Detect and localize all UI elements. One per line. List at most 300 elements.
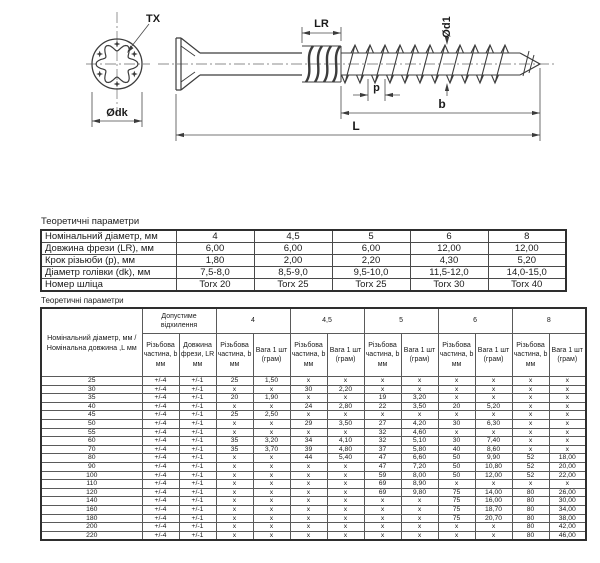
- dim-cell: x: [216, 497, 253, 506]
- dim-cell: x: [290, 411, 327, 420]
- dim-cell: 47: [364, 462, 401, 471]
- spec-value: Torx 20: [176, 279, 254, 292]
- dim-cell: 52: [512, 471, 549, 480]
- spec-value: 2,00: [254, 255, 332, 267]
- dim-cell: 6,60: [401, 454, 438, 463]
- dim-group-diameter: 4,5: [290, 308, 364, 334]
- spec-row: [41, 267, 566, 279]
- dim-cell: x: [290, 514, 327, 523]
- dim-cell: 50: [438, 471, 475, 480]
- dim-cell: +/-4: [142, 462, 179, 471]
- dim-cell: x: [438, 531, 475, 540]
- dim-cell: x: [512, 428, 549, 437]
- dim-cell: x: [290, 505, 327, 514]
- dim-cell: 5,80: [401, 445, 438, 454]
- dim-cell: 80: [512, 514, 549, 523]
- dim-cell: 8,00: [401, 471, 438, 480]
- dim-cell: x: [512, 411, 549, 420]
- dim-cell: +/-1: [179, 523, 216, 532]
- thread-length-label: b: [438, 97, 446, 111]
- dim-cell: x: [438, 394, 475, 403]
- dim-cell: x: [253, 523, 290, 532]
- dim-cell: +/-4: [142, 445, 179, 454]
- dim-cell: 75: [438, 514, 475, 523]
- dim-row-length: 25: [41, 377, 142, 386]
- dim-cell: x: [216, 454, 253, 463]
- dim-cell: 26,00: [549, 488, 586, 497]
- dim-cell: x: [216, 505, 253, 514]
- dim-cell: +/-4: [142, 497, 179, 506]
- dim-row-length: 100: [41, 471, 142, 480]
- dim-row: [41, 523, 586, 532]
- dim-cell: x: [549, 394, 586, 403]
- dim-row-length: 120: [41, 488, 142, 497]
- dim-cell: +/-4: [142, 411, 179, 420]
- dim-cell: x: [401, 411, 438, 420]
- dim-cell: x: [290, 377, 327, 386]
- dim-cell: x: [327, 497, 364, 506]
- dim-cell: 44: [290, 454, 327, 463]
- dim-cell: x: [549, 437, 586, 446]
- dk-label: Ødk: [106, 107, 128, 119]
- dim-row: [41, 394, 586, 403]
- dim-cell: 30,00: [549, 497, 586, 506]
- dim-cell: x: [216, 523, 253, 532]
- dim-cell: x: [216, 402, 253, 411]
- dim-cell: +/-1: [179, 419, 216, 428]
- dim-cell: +/-4: [142, 480, 179, 489]
- spec-row-label: Номер шліца: [41, 279, 176, 292]
- dim-row: [41, 505, 586, 514]
- pitch-label: p: [373, 82, 380, 94]
- dim-cell: 30: [438, 437, 475, 446]
- dim-cell: x: [327, 394, 364, 403]
- dim-cell: x: [512, 402, 549, 411]
- dim-header-row-groups: [41, 308, 586, 334]
- dim-cell: x: [364, 411, 401, 420]
- dim-subcol-header: Різьбова частина, b мм: [364, 334, 401, 377]
- dim-group-tolerance: Допустиме відхилення: [142, 308, 216, 334]
- dim-cell: 20,00: [549, 462, 586, 471]
- dim-cell: 42,00: [549, 523, 586, 532]
- dim-cell: x: [438, 428, 475, 437]
- dim-cell: 4,80: [327, 445, 364, 454]
- dim-table-title: Теоретичні параметри: [41, 296, 124, 305]
- dim-cell: 50: [438, 462, 475, 471]
- spec-value: 4,5: [254, 230, 332, 243]
- spec-value: 12,00: [410, 243, 488, 255]
- dim-cell: x: [327, 514, 364, 523]
- dim-cell: 30: [290, 385, 327, 394]
- dim-cell: x: [327, 505, 364, 514]
- dim-cell: +/-1: [179, 411, 216, 420]
- dim-table-head: [41, 308, 586, 377]
- dim-row-length: 110: [41, 480, 142, 489]
- dim-cell: 4,60: [401, 428, 438, 437]
- dim-cell: x: [401, 377, 438, 386]
- dim-cell: x: [364, 497, 401, 506]
- dim-cell: 32: [364, 428, 401, 437]
- dim-cell: x: [253, 471, 290, 480]
- dim-cell: x: [475, 428, 512, 437]
- dim-cell: x: [438, 523, 475, 532]
- dim-table-section: [40, 296, 585, 541]
- dim-cell: x: [549, 385, 586, 394]
- spec-value: 4,30: [410, 255, 488, 267]
- lr-label: LR: [314, 18, 329, 30]
- dim-cell: x: [438, 411, 475, 420]
- dim-cell: 25: [216, 411, 253, 420]
- dim-cell: x: [327, 411, 364, 420]
- dim-cell: x: [475, 385, 512, 394]
- spec-value: 1,80: [176, 255, 254, 267]
- dim-cell: 46,00: [549, 531, 586, 540]
- dim-cell: x: [401, 385, 438, 394]
- dim-cell: 6,30: [475, 419, 512, 428]
- dim-cell: 5,40: [327, 454, 364, 463]
- dim-cell: x: [327, 377, 364, 386]
- dim-cell: x: [401, 505, 438, 514]
- dim-cell: +/-1: [179, 462, 216, 471]
- dim-cell: x: [253, 514, 290, 523]
- dim-cell: x: [438, 377, 475, 386]
- dim-cell: 2,20: [327, 385, 364, 394]
- spec-value: 6: [410, 230, 488, 243]
- dim-cell: x: [401, 523, 438, 532]
- dim-cell: x: [216, 480, 253, 489]
- dim-cell: x: [364, 531, 401, 540]
- dim-cell: +/-1: [179, 514, 216, 523]
- dim-cell: +/-1: [179, 428, 216, 437]
- dim-cell: x: [438, 385, 475, 394]
- dim-cell: x: [253, 505, 290, 514]
- spec-value: 6,00: [254, 243, 332, 255]
- dim-cell: x: [216, 471, 253, 480]
- dim-cell: x: [290, 497, 327, 506]
- dim-cell: 4,20: [401, 419, 438, 428]
- dim-cell: +/-1: [179, 480, 216, 489]
- dim-cell: +/-4: [142, 394, 179, 403]
- dim-cell: x: [512, 419, 549, 428]
- dim-cell: x: [253, 531, 290, 540]
- dim-cell: 10,80: [475, 462, 512, 471]
- dim-cell: x: [253, 419, 290, 428]
- dim-row-length: 50: [41, 419, 142, 428]
- dim-cell: 29: [290, 419, 327, 428]
- spec-row-label: Номінальний діаметр, мм: [41, 230, 176, 243]
- dim-cell: 34,00: [549, 505, 586, 514]
- spec-value: 4: [176, 230, 254, 243]
- dim-cell: +/-1: [179, 437, 216, 446]
- dim-cell: 37: [364, 445, 401, 454]
- spec-value: 2,20: [332, 255, 410, 267]
- dim-cell: +/-4: [142, 531, 179, 540]
- dim-cell: 20,70: [475, 514, 512, 523]
- dim-row: [41, 454, 586, 463]
- dim-cell: 38,00: [549, 514, 586, 523]
- dim-cell: 20: [438, 402, 475, 411]
- dim-cell: 69: [364, 480, 401, 489]
- spec-value: Torx 40: [488, 279, 566, 292]
- spec-value: 7,5-8,0: [176, 267, 254, 279]
- dim-row: [41, 488, 586, 497]
- screw-technical-drawing: [0, 0, 600, 214]
- dim-cell: x: [216, 428, 253, 437]
- dim-cell: 8,60: [475, 445, 512, 454]
- dim-cell: x: [549, 377, 586, 386]
- spec-value: 8: [488, 230, 566, 243]
- dim-cell: 24: [290, 402, 327, 411]
- dim-table-body: [41, 377, 586, 541]
- spec-value: 11,5-12,0: [410, 267, 488, 279]
- dim-cell: x: [327, 428, 364, 437]
- dimension-arrowheads: [92, 31, 540, 137]
- spec-table-body: [41, 230, 566, 291]
- dim-cell: x: [216, 462, 253, 471]
- dim-cell: x: [401, 514, 438, 523]
- spec-value: 5,20: [488, 255, 566, 267]
- dim-subcol-header: Вага 1 шт (грам): [475, 334, 512, 377]
- dim-cell: 80: [512, 523, 549, 532]
- dim-row-length: 180: [41, 514, 142, 523]
- dim-cell: x: [549, 419, 586, 428]
- dim-cell: 25: [216, 377, 253, 386]
- dim-cell: 80: [512, 531, 549, 540]
- dim-row: [41, 471, 586, 480]
- dim-row-length: 55: [41, 428, 142, 437]
- spec-row: [41, 230, 566, 243]
- dim-cell: 32: [364, 437, 401, 446]
- dim-row: [41, 531, 586, 540]
- spec-row-label: Крок різьюби (p), мм: [41, 255, 176, 267]
- dim-row: [41, 462, 586, 471]
- dim-cell: 1,90: [253, 394, 290, 403]
- dim-row: [41, 437, 586, 446]
- dim-cell: +/-4: [142, 471, 179, 480]
- dim-cell: x: [290, 531, 327, 540]
- dim-cell: x: [253, 454, 290, 463]
- spec-value: 8,5-9,0: [254, 267, 332, 279]
- spec-row-label: Довжина фрези (LR), мм: [41, 243, 176, 255]
- dim-row-length: 220: [41, 531, 142, 540]
- dim-cell: x: [216, 514, 253, 523]
- dim-cell: x: [438, 480, 475, 489]
- dim-cell: 7,40: [475, 437, 512, 446]
- dim-cell: +/-4: [142, 428, 179, 437]
- dim-cell: x: [327, 480, 364, 489]
- dim-row: [41, 480, 586, 489]
- dim-cell: 3,70: [253, 445, 290, 454]
- dim-row-length: 60: [41, 437, 142, 446]
- dim-cell: x: [327, 531, 364, 540]
- dim-cell: x: [475, 377, 512, 386]
- dim-cell: x: [401, 497, 438, 506]
- dim-cell: +/-4: [142, 437, 179, 446]
- dim-cell: x: [253, 462, 290, 471]
- dim-cell: 5,10: [401, 437, 438, 446]
- dim-cell: 4,10: [327, 437, 364, 446]
- spec-value: 14,0-15,0: [488, 267, 566, 279]
- dim-cell: 16,00: [475, 497, 512, 506]
- dim-group-diameter: 4: [216, 308, 290, 334]
- spec-value: 6,00: [176, 243, 254, 255]
- dim-cell: 3,20: [253, 437, 290, 446]
- dim-cell: x: [475, 523, 512, 532]
- dim-row-length: 40: [41, 402, 142, 411]
- dim-cell: 30: [438, 419, 475, 428]
- dim-cell: x: [364, 514, 401, 523]
- spec-table-section: [40, 216, 565, 292]
- dim-subcol-header: Довжина фрези, LR мм: [179, 334, 216, 377]
- d1-label: Ød1: [441, 16, 453, 38]
- dim-row-length: 200: [41, 523, 142, 532]
- dim-cell: x: [327, 462, 364, 471]
- dim-row: [41, 377, 586, 386]
- dim-cell: 69: [364, 488, 401, 497]
- dim-row-length: 80: [41, 454, 142, 463]
- dim-row-length: 70: [41, 445, 142, 454]
- dim-cell: x: [290, 462, 327, 471]
- dim-cell: 27: [364, 419, 401, 428]
- drawing-labels: [106, 13, 453, 133]
- dim-group-diameter: 6: [438, 308, 512, 334]
- dim-cell: x: [475, 531, 512, 540]
- dim-cell: x: [512, 377, 549, 386]
- dim-cell: +/-1: [179, 497, 216, 506]
- dim-cell: 2,80: [327, 402, 364, 411]
- dim-cell: x: [290, 523, 327, 532]
- dim-cell: +/-1: [179, 377, 216, 386]
- dim-cell: x: [512, 394, 549, 403]
- dim-group-diameter: 8: [512, 308, 586, 334]
- dim-cell: 9,80: [401, 488, 438, 497]
- dim-cell: x: [549, 428, 586, 437]
- dim-cell: 52: [512, 454, 549, 463]
- dim-cell: x: [475, 411, 512, 420]
- dim-cell: 2,50: [253, 411, 290, 420]
- dim-cell: x: [364, 505, 401, 514]
- dim-cell: 35: [216, 437, 253, 446]
- spec-value: 9,5-10,0: [332, 267, 410, 279]
- dim-row-length: 45: [41, 411, 142, 420]
- spec-row: [41, 243, 566, 255]
- dim-subcol-header: Вага 1 шт (грам): [327, 334, 364, 377]
- dim-cell: 12,00: [475, 471, 512, 480]
- dim-cell: 3,50: [327, 419, 364, 428]
- dim-cell: +/-4: [142, 454, 179, 463]
- dim-row: [41, 402, 586, 411]
- dim-cell: 35: [216, 445, 253, 454]
- dim-cell: 22,00: [549, 471, 586, 480]
- dim-cell: x: [253, 402, 290, 411]
- dim-cell: x: [216, 488, 253, 497]
- dim-table: [40, 307, 587, 541]
- dim-cell: 52: [512, 462, 549, 471]
- dim-cell: 80: [512, 488, 549, 497]
- dim-row: [41, 514, 586, 523]
- dim-cell: +/-4: [142, 377, 179, 386]
- dim-cell: 40: [438, 445, 475, 454]
- dim-cell: x: [549, 411, 586, 420]
- dim-cell: 59: [364, 471, 401, 480]
- dim-subcol-header: Вага 1 шт (грам): [401, 334, 438, 377]
- dim-group-diameter: 5: [364, 308, 438, 334]
- drawing-area: [0, 0, 600, 219]
- dim-row: [41, 445, 586, 454]
- dim-cell: 20: [216, 394, 253, 403]
- spec-value: Torx 25: [332, 279, 410, 292]
- dim-cell: 9,90: [475, 454, 512, 463]
- dim-cell: x: [290, 488, 327, 497]
- spec-row: [41, 255, 566, 267]
- dim-cell: 1,50: [253, 377, 290, 386]
- dim-cell: x: [290, 471, 327, 480]
- dim-row: [41, 411, 586, 420]
- dim-cell: 19: [364, 394, 401, 403]
- dim-cell: x: [364, 385, 401, 394]
- total-length-label: L: [352, 119, 360, 133]
- dim-cell: 8,90: [401, 480, 438, 489]
- dim-cell: +/-1: [179, 471, 216, 480]
- dim-cell: +/-4: [142, 514, 179, 523]
- dim-cell: +/-1: [179, 385, 216, 394]
- dim-cell: +/-1: [179, 445, 216, 454]
- dim-cell: +/-4: [142, 419, 179, 428]
- dim-cell: +/-1: [179, 531, 216, 540]
- spec-value: 5: [332, 230, 410, 243]
- dim-cell: x: [253, 428, 290, 437]
- dim-cell: 75: [438, 488, 475, 497]
- dim-cell: +/-4: [142, 505, 179, 514]
- dim-cell: +/-1: [179, 402, 216, 411]
- dim-cell: x: [512, 385, 549, 394]
- dim-cell: +/-4: [142, 523, 179, 532]
- spec-value: 6,00: [332, 243, 410, 255]
- dim-cell: x: [290, 428, 327, 437]
- dim-row: [41, 385, 586, 394]
- dim-cell: x: [512, 437, 549, 446]
- dim-row-length: 140: [41, 497, 142, 506]
- dim-cell: x: [216, 385, 253, 394]
- dim-row-length: 35: [41, 394, 142, 403]
- dim-cell: x: [549, 480, 586, 489]
- dim-cell: x: [327, 471, 364, 480]
- dim-cell: x: [253, 497, 290, 506]
- dim-cell: 75: [438, 505, 475, 514]
- dim-cell: +/-4: [142, 488, 179, 497]
- dim-cell: 18,70: [475, 505, 512, 514]
- dim-cell: x: [290, 394, 327, 403]
- dim-subcol-header: Вага 1 шт (грам): [253, 334, 290, 377]
- dim-row-length: 90: [41, 462, 142, 471]
- dim-cell: 22: [364, 402, 401, 411]
- dim-subcol-header: Вага 1 шт (грам): [549, 334, 586, 377]
- dim-row: [41, 497, 586, 506]
- dim-cell: x: [253, 488, 290, 497]
- dim-cell: x: [216, 531, 253, 540]
- dim-subcol-header: Різьбова частина, b мм: [512, 334, 549, 377]
- dim-cell: +/-1: [179, 394, 216, 403]
- dim-cell: 3,50: [401, 402, 438, 411]
- spec-row: [41, 279, 566, 292]
- dim-cell: 5,20: [475, 402, 512, 411]
- tx-label: TX: [145, 13, 161, 25]
- dim-row-length: 160: [41, 505, 142, 514]
- spec-table: [40, 229, 567, 292]
- dim-row-length: 30: [41, 385, 142, 394]
- dim-cell: x: [549, 445, 586, 454]
- dim-cell: x: [512, 445, 549, 454]
